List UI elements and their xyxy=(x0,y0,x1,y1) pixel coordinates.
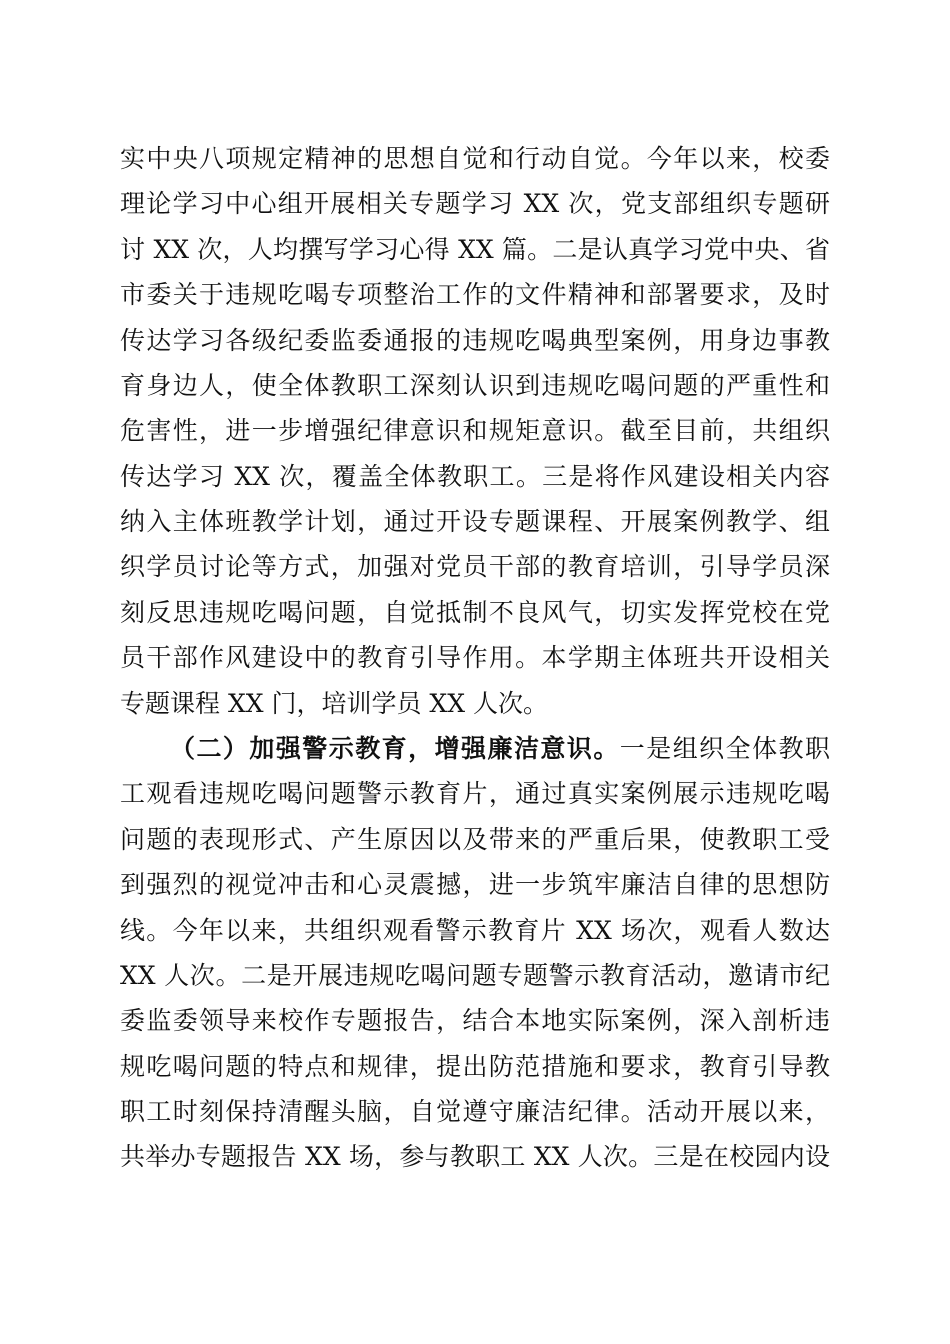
text-line: 职工时刻保持清醒头脑，自觉遵守廉洁纪律。活动开展以来， xyxy=(120,1097,830,1126)
text-line: 实中央八项规定精神的思想自觉和行动自觉。今年以来，校委 xyxy=(120,144,830,173)
text-line: 到强烈的视觉冲击和心灵震撼，进一步筑牢廉洁自律的思想防 xyxy=(120,870,830,899)
text-line: 传达学习各级纪委监委通报的违规吃喝典型案例，用身边事教 xyxy=(120,326,830,355)
text-line: 工观看违规吃喝问题警示教育片，通过真实案例展示违规吃喝 xyxy=(120,779,830,808)
text-line: 规吃喝问题的特点和规律，提出防范措施和要求，教育引导教 xyxy=(120,1052,830,1081)
text-line: 纳入主体班教学计划，通过开设专题课程、开展案例教学、组 xyxy=(120,507,830,536)
text-line: 刻反思违规吃喝问题，自觉抵制不良风气，切实发挥党校在党 xyxy=(120,598,830,627)
text-line: 传达学习 XX 次，覆盖全体教职工。三是将作风建设相关内容 xyxy=(120,462,830,491)
text-line: 专题课程 XX 门，培训学员 XX 人次。 xyxy=(120,689,548,718)
section-heading: （二）加强警示教育，增强廉洁意识。 xyxy=(170,734,620,763)
text-line: 市委关于违规吃喝专项整治工作的文件精神和部署要求，及时 xyxy=(120,280,830,309)
text-line: 讨 XX 次，人均撰写学习心得 XX 篇。二是认真学习党中央、省 xyxy=(120,235,830,264)
text-line: 危害性，进一步增强纪律意识和规矩意识。截至目前，共组织 xyxy=(120,416,830,445)
text-line: 育身边人，使全体教职工深刻认识到违规吃喝问题的严重性和 xyxy=(120,371,830,400)
section-heading-line xyxy=(170,725,830,773)
text-line: 线。今年以来，共组织观看警示教育片 XX 场次，观看人数达 xyxy=(120,916,830,945)
text-line: 织学员讨论等方式，加强对党员干部的教育培训，引导学员深 xyxy=(120,552,830,581)
text-line: 委监委领导来校作专题报告，结合本地实际案例，深入剖析违 xyxy=(120,1006,830,1035)
text-line: 共举办专题报告 XX 场，参与教职工 XX 人次。三是在校园内设 xyxy=(120,1142,830,1171)
text-line: 理论学习中心组开展相关专题学习 XX 次，党支部组织专题研 xyxy=(120,189,830,218)
section-heading-continuation: 一是组织全体教职 xyxy=(619,734,830,763)
text-line: 问题的表现形式、产生原因以及带来的严重后果，使教职工受 xyxy=(120,825,830,854)
text-line: 员干部作风建设中的教育引导作用。本学期主体班共开设相关 xyxy=(120,643,830,672)
text-line: XX 人次。二是开展违规吃喝问题专题警示教育活动，邀请市纪 xyxy=(120,961,830,990)
